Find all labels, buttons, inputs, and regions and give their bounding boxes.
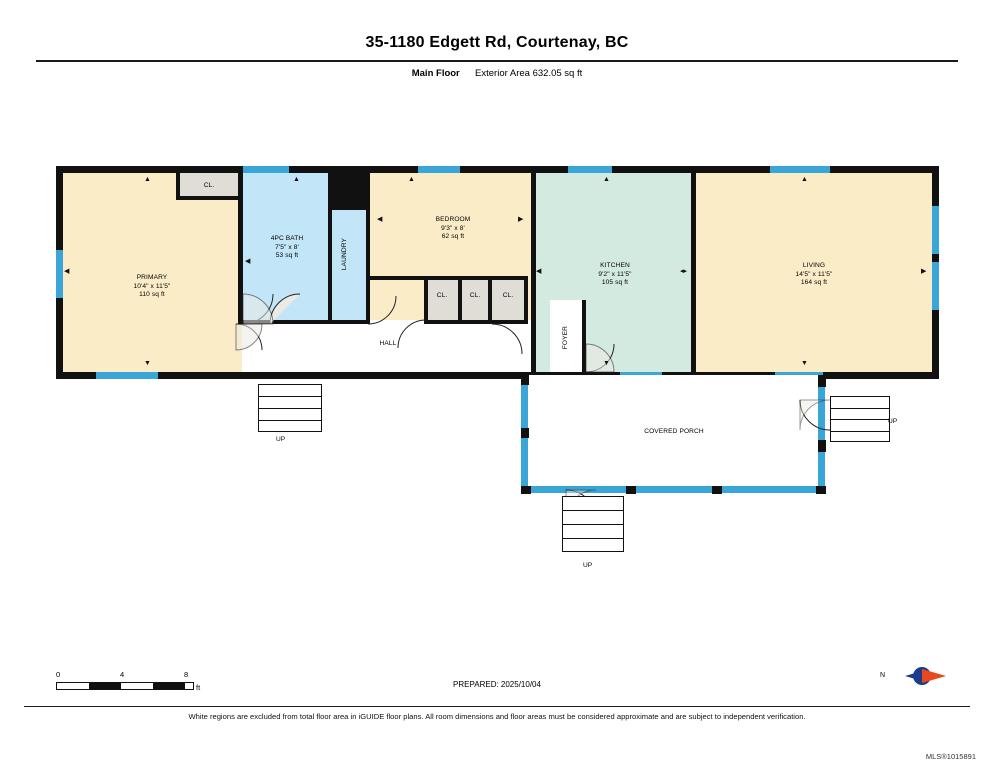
closet-b-text: CL.: [469, 292, 481, 299]
label-kitchen-name: KITCHEN: [600, 262, 630, 269]
label-bath-dims: 7'5" x 8': [275, 243, 299, 251]
label-bedroom-area: 62 sq ft: [441, 233, 465, 241]
compass-north-label: N: [880, 672, 886, 679]
label-porch-name: COVERED PORCH: [644, 428, 704, 435]
stairs-left: [258, 384, 322, 432]
disclaimer-text: White regions are excluded from total floor area in iGUIDE floor plans. All room dimensions and floor areas must be considered approximate and are subject to independent verification.: [188, 712, 806, 721]
arrow-icon-13: ▼: [144, 360, 151, 367]
label-living-dims: 14'5" x 11'5": [795, 270, 833, 278]
label-bath-name: 4PC BATH: [270, 235, 304, 242]
label-laundry-name: LAUNDRY: [341, 238, 348, 271]
scale-tick-2: 8: [184, 670, 189, 679]
label-living: [758, 262, 870, 288]
label-hall: [348, 340, 428, 349]
closet-primary-text: CL.: [203, 182, 215, 189]
stairs-right: [830, 396, 890, 442]
floor-label: Main Floor: [411, 68, 460, 79]
label-4pc-bath: [240, 235, 334, 261]
label-bath-area: 53 sq ft: [275, 252, 299, 260]
arrow-icon-3: ▲: [408, 176, 415, 183]
stairs-left-up-label: UP: [276, 436, 286, 443]
arrow-icon-8: ◀: [377, 216, 383, 223]
page-title: 35-1180 Edgett Rd, Courtenay, BC: [365, 34, 629, 51]
label-laundry: [341, 238, 361, 270]
label-bedroom: [398, 216, 508, 242]
label-closet-primary: [186, 182, 232, 191]
compass: [880, 662, 950, 692]
stairs-right-up-label: UP: [888, 418, 898, 425]
prepared-date: PREPARED: 2025/10/04: [453, 680, 541, 689]
arrow-icon-6: ◀: [64, 268, 70, 275]
stairs-porch-up-label: UP: [583, 562, 593, 569]
arrow-icon-9: ▶: [518, 216, 524, 223]
arrow-icon-1: ▲: [144, 176, 151, 183]
label-living-area: 164 sq ft: [800, 279, 828, 287]
arrow-icon-2: ▲: [293, 176, 300, 183]
footer-divider: [24, 706, 970, 707]
label-primary-dims: 10'4" x 11'5": [133, 282, 171, 290]
closet-a-text: CL.: [436, 292, 448, 299]
arrow-icon-10: ◀: [536, 268, 542, 275]
label-closet-b: [461, 292, 489, 301]
arrow-icon-5: ▲: [801, 176, 808, 183]
label-kitchen-dims: 9'2" x 11'5": [598, 270, 632, 278]
closet-c-text: CL.: [502, 292, 514, 299]
stairs-porch: [562, 496, 624, 552]
arrow-icon-4: ▲: [603, 176, 610, 183]
label-closet-a: [428, 292, 456, 301]
label-primary-name: PRIMARY: [136, 274, 168, 281]
arrow-icon-7: ◀: [245, 258, 251, 265]
label-hall-name: HALL: [379, 340, 397, 347]
label-covered-porch: [606, 428, 742, 437]
scale-unit: ft: [196, 683, 201, 692]
scale-tick-0: 0: [56, 670, 61, 679]
label-foyer-name: FOYER: [562, 326, 569, 350]
arrow-icon-11: ◂▸: [680, 268, 688, 275]
label-living-name: LIVING: [802, 262, 826, 269]
exterior-area-label: Exterior Area 632.05 sq ft: [475, 68, 583, 79]
arrow-icon-14: ▼: [603, 360, 610, 367]
arrow-icon-15: ▼: [801, 360, 808, 367]
mls-id: MLS®1015891: [925, 752, 976, 761]
label-closet-c: [494, 292, 522, 301]
label-kitchen-area: 105 sq ft: [601, 279, 629, 287]
label-bedroom-dims: 9'3" x 8': [441, 224, 465, 232]
scale-tick-1: 4: [120, 670, 125, 679]
label-bedroom-name: BEDROOM: [435, 216, 471, 223]
label-primary: [96, 274, 208, 300]
label-kitchen: [558, 262, 672, 288]
arrow-icon-12: ▶: [921, 268, 927, 275]
label-primary-area: 110 sq ft: [139, 291, 165, 299]
label-foyer: [562, 326, 582, 349]
